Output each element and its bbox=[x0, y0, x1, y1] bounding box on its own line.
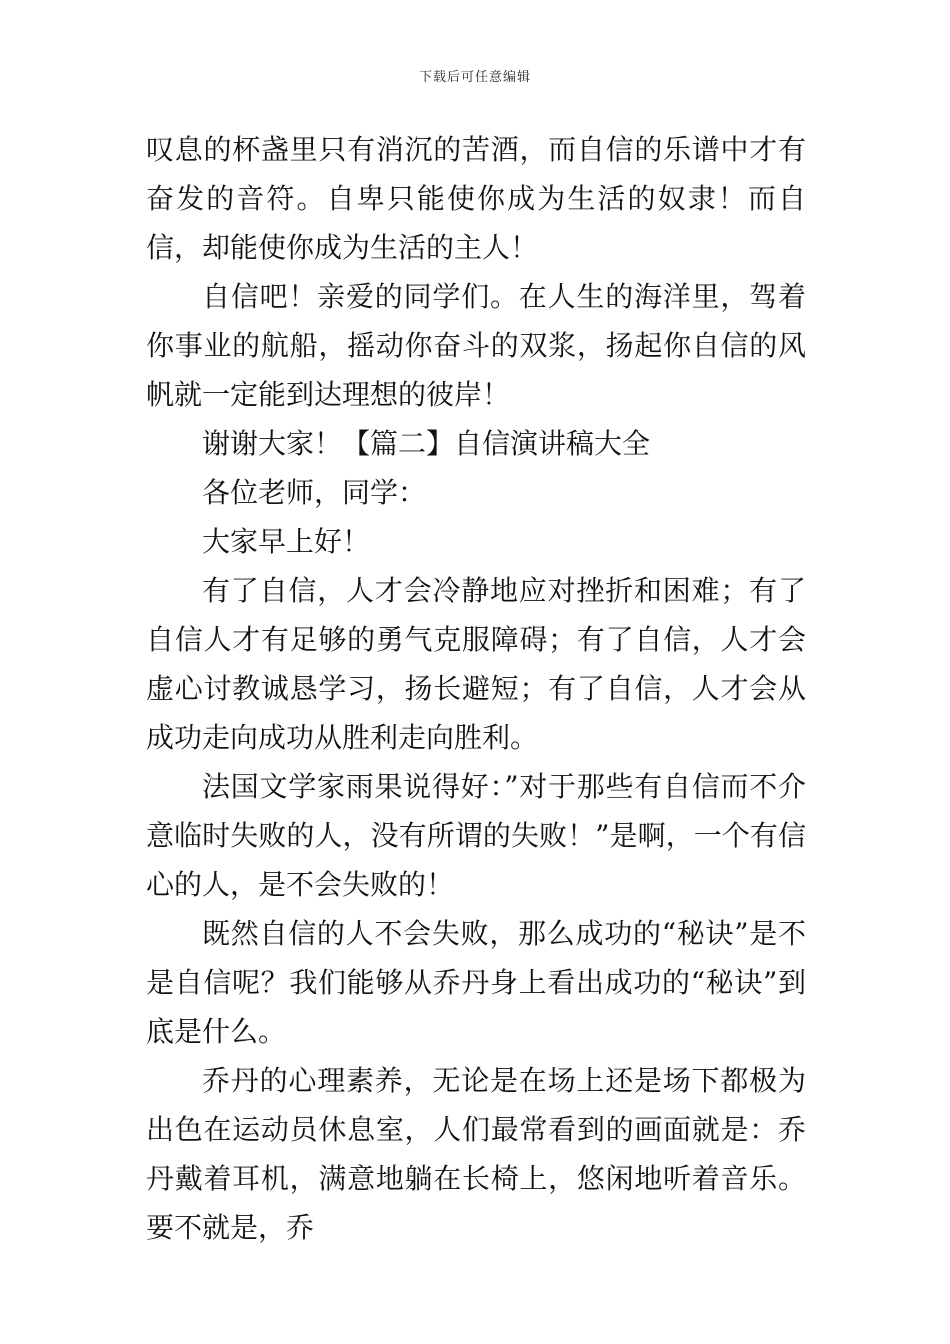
paragraph: 既然自信的人不会失败，那么成功的“秘诀”是不是自信呢？我们能够从乔丹身上看出成功的“秘诀”到底是什么。 bbox=[146, 917, 806, 1048]
paragraph: 叹息的杯盏里只有消沉的苦酒，而自信的乐谱中才有奋发的音符。自卑只能使你成为生活的奴隶！而自信，却能使你成为生活的主人！ bbox=[146, 133, 806, 264]
paragraph: 有了自信，人才会冷静地应对挫折和困难；有了自信人才有足够的勇气克服障碍；有了自信，人才会虚心讨教诚恳学习，扬长避短；有了自信，人才会从成功走向成功从胜利走向胜利。 bbox=[146, 574, 806, 754]
page-header-note: 下载后可任意编辑 bbox=[418, 70, 531, 85]
paragraph: 自信吧！亲爱的同学们。在人生的海洋里，驾着你事业的航船，摇动你奋斗的双浆，扬起你自信的风帆就一定能到达理想的彼岸！ bbox=[146, 280, 806, 411]
paragraph: 法国文学家雨果说得好：”对于那些有自信而不介意临时失败的人，没有所谓的失败！”是啊，一个有信心的人，是不会失败的！ bbox=[146, 770, 806, 901]
paragraph: 乔丹的心理素养，无论是在场上还是场下都极为出色在运动员休息室，人们最常看到的画面就是：乔丹戴着耳机，满意地躺在长椅上，悠闲地听着音乐。要不就是，乔 bbox=[146, 1064, 806, 1244]
section-heading: 谢谢大家！【篇二】自信演讲稿大全 bbox=[202, 427, 651, 460]
salutation: 各位老师，同学： bbox=[202, 476, 427, 509]
document-body bbox=[146, 125, 806, 1252]
greeting: 大家早上好！ bbox=[202, 525, 371, 558]
